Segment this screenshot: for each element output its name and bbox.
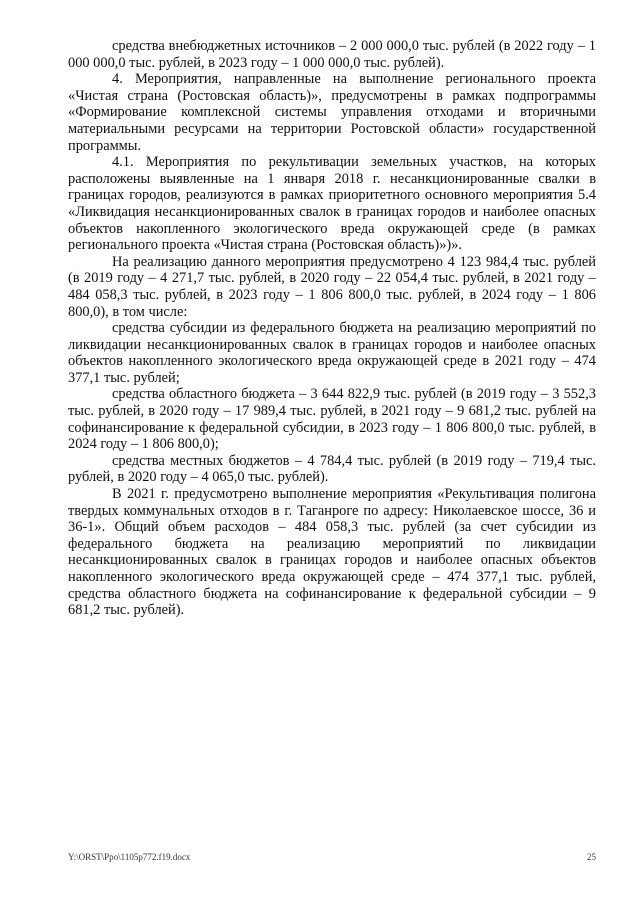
document-body [68, 38, 596, 619]
paragraph-taganrog-landfill: В 2021 г. предусмотрено выполнение мероприятия «Рекультивация полигона твердых коммунальных отходов в г. Таганроге по адресу: Николаевское шоссе, 36 и 36-1». Общий объем расходов – 484 058,3 тыс. рублей (за счет субсидии из федерального бюджета на реализацию мероприятий по ликвидации несанкционированных свалок в границах городов и наиболее опасных объектов накопленного экологического вреда окружающей среде – 474 377,1 тыс. рублей, средства областного бюджета на софинансирование к федеральной субсидии – 9 681,2 тыс. рублей). [68, 486, 596, 619]
paragraph-item-4-1: 4.1. Мероприятия по рекультивации земельных участков, на которых расположены выявленные на 1 января 2018 г. несанкционированные свалки в границах городов, реализуются в рамках приоритетного основного мероприятия 5.4 «Ликвидация несанкционированных свалок в границах городов и наиболее опасных объектов накопленного экологического вреда окружающей среде (в рамках регионального проекта «Чистая страна (Ростовская область)»)». [68, 154, 596, 254]
paragraph-funding-total: На реализацию данного мероприятия предусмотрено 4 123 984,4 тыс. рублей (в 2019 году – 4 271,7 тыс. рублей, в 2020 году – 22 054,4 тыс. рублей, в 2021 году – 484 058,3 тыс. рублей, в 2023 году – 1 806 800,0 тыс. рублей, в 2024 году – 1 806 800,0), в том числе: [68, 253, 596, 320]
paragraph-extrabudgetary: средства внебюджетных источников – 2 000 000,0 тыс. рублей (в 2022 году – 1 000 000,0 тыс. рублей, в 2023 году – 1 000 000,0 тыс. рублей). [68, 38, 596, 71]
paragraph-federal-subsidy: средства субсидии из федерального бюджета на реализацию мероприятий по ликвидации несанкционированных свалок в границах городов и наиболее опасных объектов накопленного экологического вреда окружающей среде в 2021 году – 474 377,1 тыс. рублей; [68, 320, 596, 386]
page-number: 25 [587, 852, 596, 862]
paragraph-local-budgets: средства местных бюджетов – 4 784,4 тыс. рублей (в 2019 году – 719,4 тыс. рублей, в 2020 году – 4 065,0 тыс. рублей). [68, 452, 596, 486]
page-footer [68, 852, 596, 862]
paragraph-regional-budget: средства областного бюджета – 3 644 822,9 тыс. рублей (в 2019 году – 3 552,3 тыс. рублей, в 2020 году – 17 989,4 тыс. рублей, в 2021 году – 9 681,2 тыс. рублей на софинансирование к федеральной субсидии, в 2023 году – 1 806 800,0 тыс. рублей, в 2024 году – 1 806 800,0); [68, 386, 596, 453]
file-path: Y:\ORST\Ppo\1105p772.f19.docx [68, 852, 191, 862]
paragraph-item-4: 4. Мероприятия, направленные на выполнение регионального проекта «Чистая страна (Ростовская область)», предусмотрены в рамках подпрограммы «Формирование комплексной системы управления отходами и вторичными материальными ресурсами на территории Ростовской области» государственной программы. [68, 71, 596, 154]
